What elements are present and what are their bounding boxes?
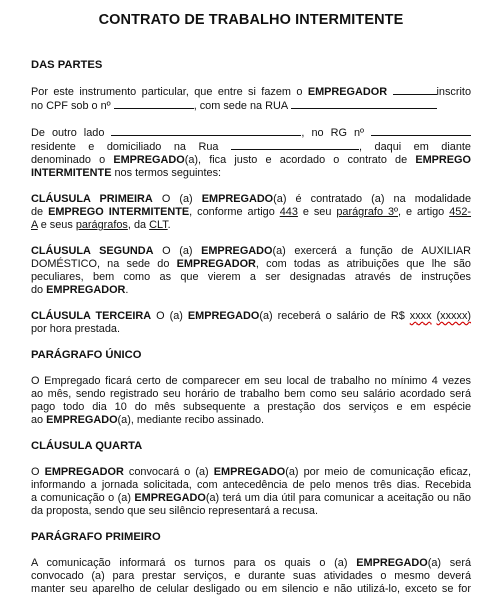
blank-field bbox=[393, 85, 437, 95]
clausula-quarta bbox=[31, 466, 471, 518]
text-line: residente e domiciliado na Rua , daqui em diante bbox=[31, 141, 471, 153]
text-line: O EMPREGADOR convocará o (a) EMPREGADO(a) por meio de comunicação eficaz, bbox=[31, 466, 472, 478]
text-line: pago todo dia 10 do mês subsequente a prestação dos serviços e em espécie bbox=[31, 401, 471, 413]
text-line: por hora prestada. bbox=[31, 323, 120, 335]
text-line: ao EMPREGADO(a), mediante recibo assinado. bbox=[31, 414, 265, 426]
text-line: denominado o EMPREGADO(a), fica justo e acordado o contrato de EMPREGO bbox=[31, 154, 471, 166]
text-line: manter seu aparelho de celular desligado ou em silencio e não utilizá-lo, exceto se for bbox=[31, 583, 471, 595]
section-heading-paragrafo-unico: PARÁGRAFO ÚNICO bbox=[31, 349, 142, 361]
blank-field bbox=[114, 99, 194, 109]
blank-field bbox=[111, 126, 301, 136]
text-line: A comunicação informará os turnos para os quais o (a) EMPREGADO(a) será bbox=[31, 557, 471, 569]
text-line: peculiares, bem como as que vierem a ser designadas através de instruções bbox=[31, 271, 471, 283]
paragrafo-unico bbox=[31, 375, 471, 427]
paragraph-partes-2 bbox=[31, 126, 471, 180]
blank-field bbox=[371, 126, 471, 136]
text-line: convocado (a) para prestar serviços, e durante suas atividades o mesmo deverá bbox=[31, 570, 471, 582]
text-line: do EMPREGADOR. bbox=[31, 284, 129, 296]
spellcheck-word: xxxx bbox=[409, 310, 432, 322]
text-line: O Empregado ficará certo de comparecer em seu local de trabalho no mínimo 4 vezes bbox=[31, 375, 471, 387]
text-line: da proposta, sendo que seu silêncio representará a recusa. bbox=[31, 505, 318, 517]
text-line: De outro lado , no RG nº bbox=[31, 126, 471, 140]
text-line: Por este instrumento particular, que entre si fazem o EMPREGADOR inscrito bbox=[31, 86, 471, 98]
section-heading-partes: DAS PARTES bbox=[31, 59, 103, 71]
text-line: CLÁUSULA PRIMEIRA O (a) EMPREGADO(a) é contratado (a) na modalidade bbox=[31, 193, 471, 205]
spellcheck-word: (xxxxx) bbox=[436, 310, 472, 322]
text-line: informando a jornada solicitada, com antecedência de pelo menos três dias. Recebida bbox=[31, 479, 471, 491]
text-line: ao mês, sendo registrado seu horário de trabalho bem como seu salário acordado será bbox=[31, 388, 471, 400]
section-heading-clausula-quarta: CLÁUSULA QUARTA bbox=[31, 440, 143, 452]
paragrafo-primeiro bbox=[31, 557, 471, 596]
text-line: A e seus parágrafos, da CLT. bbox=[31, 219, 171, 231]
text-line: CLÁUSULA SEGUNDA O (a) EMPREGADO(a) exercerá a função de AUXILIAR bbox=[31, 245, 472, 257]
text-line: a comunicação o (a) EMPREGADO(a) terá um dia útil para comunicar a aceitação ou não bbox=[31, 492, 471, 504]
text-line: no CPF sob o nº , com sede na RUA bbox=[31, 99, 471, 113]
blank-field bbox=[231, 140, 359, 150]
document-title: CONTRATO DE TRABALHO INTERMITENTE bbox=[98, 12, 404, 28]
clausula-segunda bbox=[31, 245, 471, 297]
clausula-terceira bbox=[31, 310, 471, 336]
paragraph-partes-1 bbox=[31, 85, 471, 113]
text-line: CLÁUSULA TERCEIRA O (a) EMPREGADO(a) receberá o salário de R$ xxxx (xxxxx) bbox=[31, 310, 472, 322]
text-line: INTERMITENTE nos termos seguintes: bbox=[31, 167, 222, 179]
text-line: de EMPREGO INTERMITENTE, conforme artigo 443 e seu parágrafo 3º, e artigo 452- bbox=[31, 206, 472, 218]
text-line: DOMÉSTICO, na sede do EMPREGADOR, com todas as atribuições que lhe são bbox=[31, 258, 471, 270]
blank-field bbox=[291, 99, 437, 109]
clausula-primeira bbox=[31, 193, 471, 232]
section-heading-paragrafo-primeiro: PARÁGRAFO PRIMEIRO bbox=[31, 531, 161, 543]
